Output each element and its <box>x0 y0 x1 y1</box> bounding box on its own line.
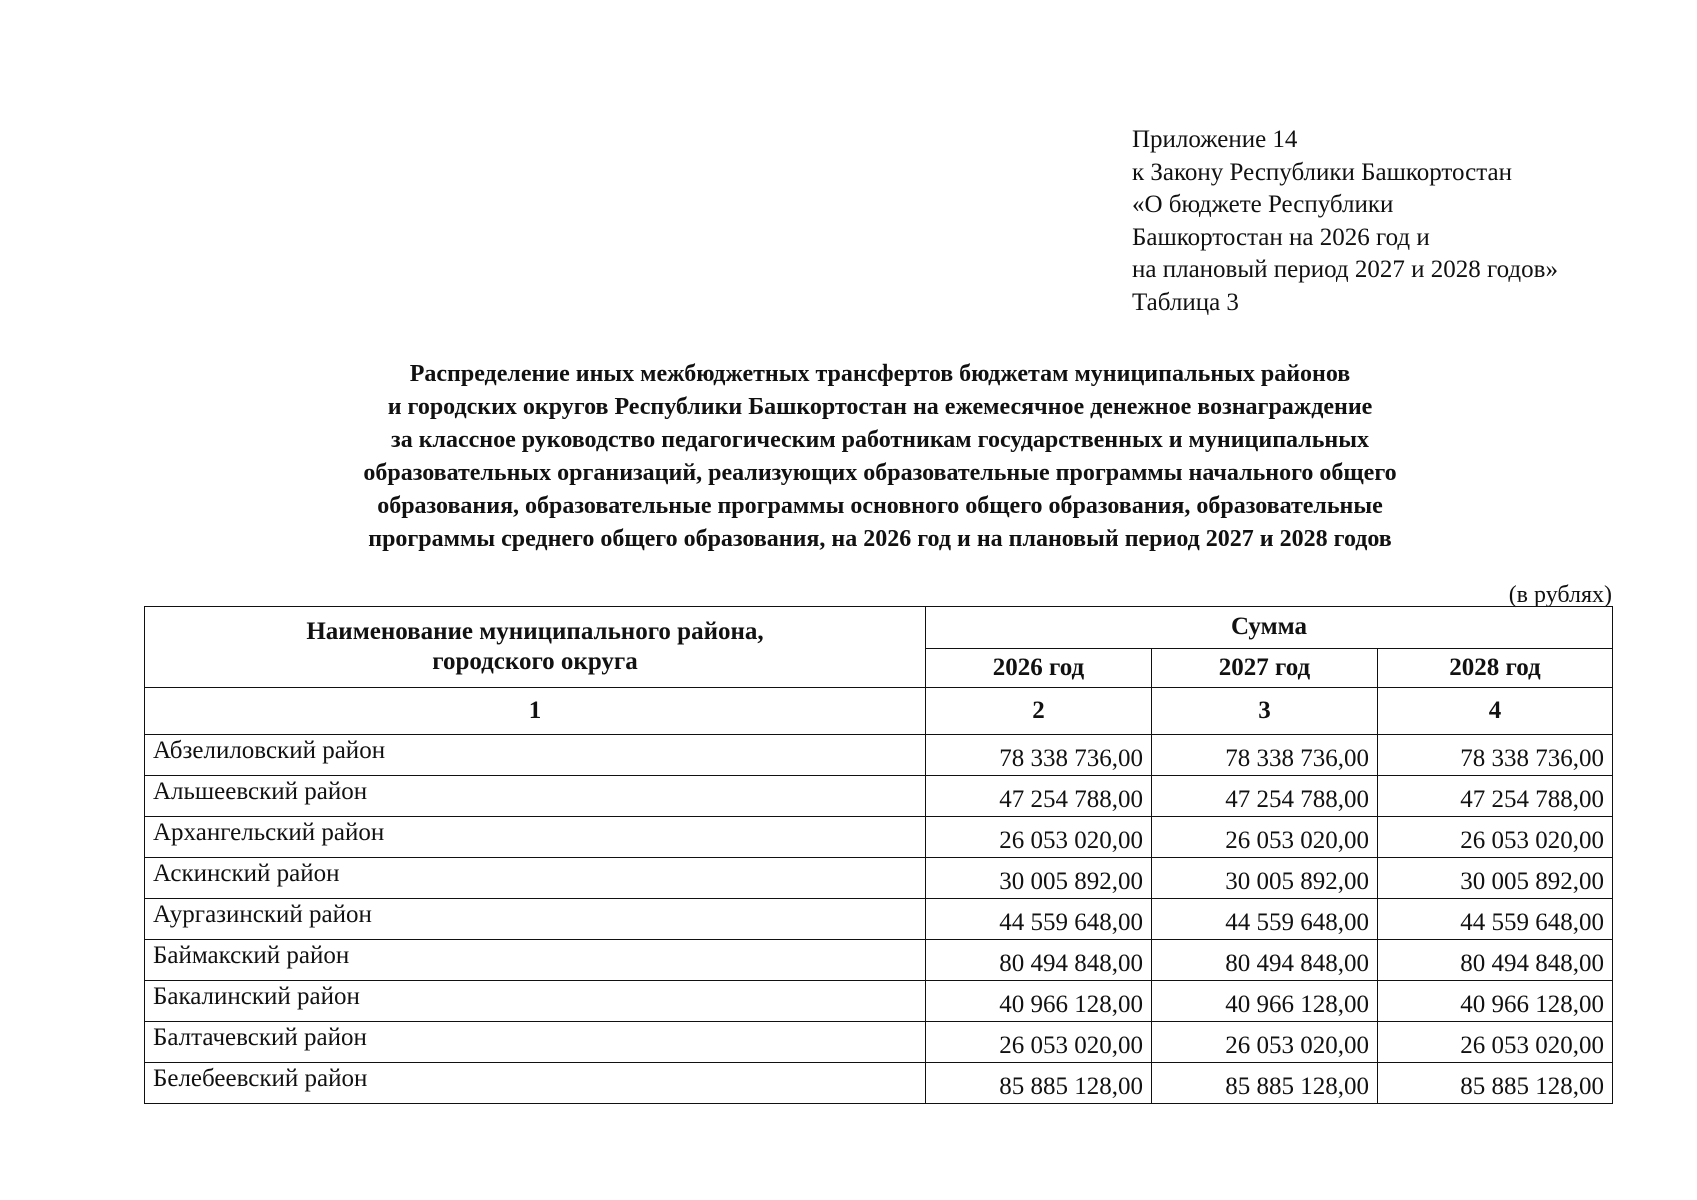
header-sum: Сумма <box>926 607 1613 649</box>
header-year: 2028 год <box>1378 648 1613 688</box>
table-row <box>145 940 1613 981</box>
amount-2027: 85 885 128,00 <box>1152 1063 1378 1104</box>
table-row <box>145 981 1613 1022</box>
title-line: программы среднего общего образования, на 2026 год и на плановый период 2027 и 2028 годов <box>368 526 1392 552</box>
amount-2026: 78 338 736,00 <box>926 735 1152 776</box>
amount-2026: 85 885 128,00 <box>926 1063 1152 1104</box>
amount-2028: 30 005 892,00 <box>1378 858 1613 899</box>
table-row <box>145 776 1613 817</box>
header-name-line: Наименование муниципального района, <box>306 618 764 645</box>
amount-2028: 26 053 020,00 <box>1378 817 1613 858</box>
amount-2026: 26 053 020,00 <box>926 1022 1152 1063</box>
appendix-line: Башкортостан на 2026 год и <box>1132 223 1430 251</box>
title-line: за классное руководство педагогическим работникам государственных и муниципальных <box>391 427 1369 453</box>
amount-2028: 80 494 848,00 <box>1378 940 1613 981</box>
column-number: 1 <box>145 688 926 735</box>
title-line: и городских округов Республики Башкортостан на ежемесячное денежное вознаграждение <box>387 394 1373 420</box>
column-number: 2 <box>926 688 1152 735</box>
table-row <box>145 899 1613 940</box>
table-row <box>145 817 1613 858</box>
amount-2026: 80 494 848,00 <box>926 940 1152 981</box>
header-year: 2027 год <box>1152 648 1378 688</box>
amount-2028: 78 338 736,00 <box>1378 735 1613 776</box>
column-number: 4 <box>1378 688 1613 735</box>
district-name: Баймакский район <box>145 940 926 981</box>
amount-2027: 44 559 648,00 <box>1152 899 1378 940</box>
district-name: Белебеевский район <box>145 1063 926 1104</box>
district-name: Аскинский район <box>145 858 926 899</box>
amount-2027: 30 005 892,00 <box>1152 858 1378 899</box>
amount-2027: 26 053 020,00 <box>1152 1022 1378 1063</box>
amount-2028: 47 254 788,00 <box>1378 776 1613 817</box>
amount-2028: 44 559 648,00 <box>1378 899 1613 940</box>
title-line: образования, образовательные программы основного общего образования, образовательные <box>377 493 1383 519</box>
table-row <box>145 1022 1613 1063</box>
table-row <box>145 1063 1613 1104</box>
title-line: образовательных организаций, реализующих образовательные программы начального общего <box>363 460 1397 486</box>
appendix-block <box>1132 124 1558 319</box>
title-line: Распределение иных межбюджетных трансфертов бюджетам муниципальных районов <box>409 361 1351 387</box>
district-name: Бакалинский район <box>145 981 926 1022</box>
amount-2028: 85 885 128,00 <box>1378 1063 1613 1104</box>
amount-2027: 47 254 788,00 <box>1152 776 1378 817</box>
header-name <box>145 607 926 688</box>
appendix-line: к Закону Республики Башкортостан <box>1132 158 1512 186</box>
amount-2026: 30 005 892,00 <box>926 858 1152 899</box>
amount-2028: 40 966 128,00 <box>1378 981 1613 1022</box>
amount-2026: 44 559 648,00 <box>926 899 1152 940</box>
district-name: Аургазинский район <box>145 899 926 940</box>
district-name: Альшеевский район <box>145 776 926 817</box>
transfers-table <box>144 606 1613 1104</box>
district-name: Архангельский район <box>145 817 926 858</box>
amount-2027: 80 494 848,00 <box>1152 940 1378 981</box>
column-number: 3 <box>1152 688 1378 735</box>
amount-2027: 78 338 736,00 <box>1152 735 1378 776</box>
district-name: Балтачевский район <box>145 1022 926 1063</box>
amount-2026: 40 966 128,00 <box>926 981 1152 1022</box>
amount-2027: 40 966 128,00 <box>1152 981 1378 1022</box>
appendix-line: Таблица 3 <box>1132 288 1239 316</box>
document-title <box>200 358 1560 556</box>
amount-2027: 26 053 020,00 <box>1152 817 1378 858</box>
amount-2028: 26 053 020,00 <box>1378 1022 1613 1063</box>
units-label: (в рублях) <box>1508 582 1612 608</box>
appendix-line: Приложение 14 <box>1132 126 1298 153</box>
appendix-line: на плановый период 2027 и 2028 годов» <box>1132 256 1558 283</box>
amount-2026: 47 254 788,00 <box>926 776 1152 817</box>
header-year: 2026 год <box>926 648 1152 688</box>
table-row <box>145 858 1613 899</box>
amount-2026: 26 053 020,00 <box>926 817 1152 858</box>
header-name-line: городского округа <box>432 648 638 675</box>
district-name: Абзелиловский район <box>145 735 926 776</box>
table-row <box>145 735 1613 776</box>
appendix-line: «О бюджете Республики <box>1132 191 1394 218</box>
